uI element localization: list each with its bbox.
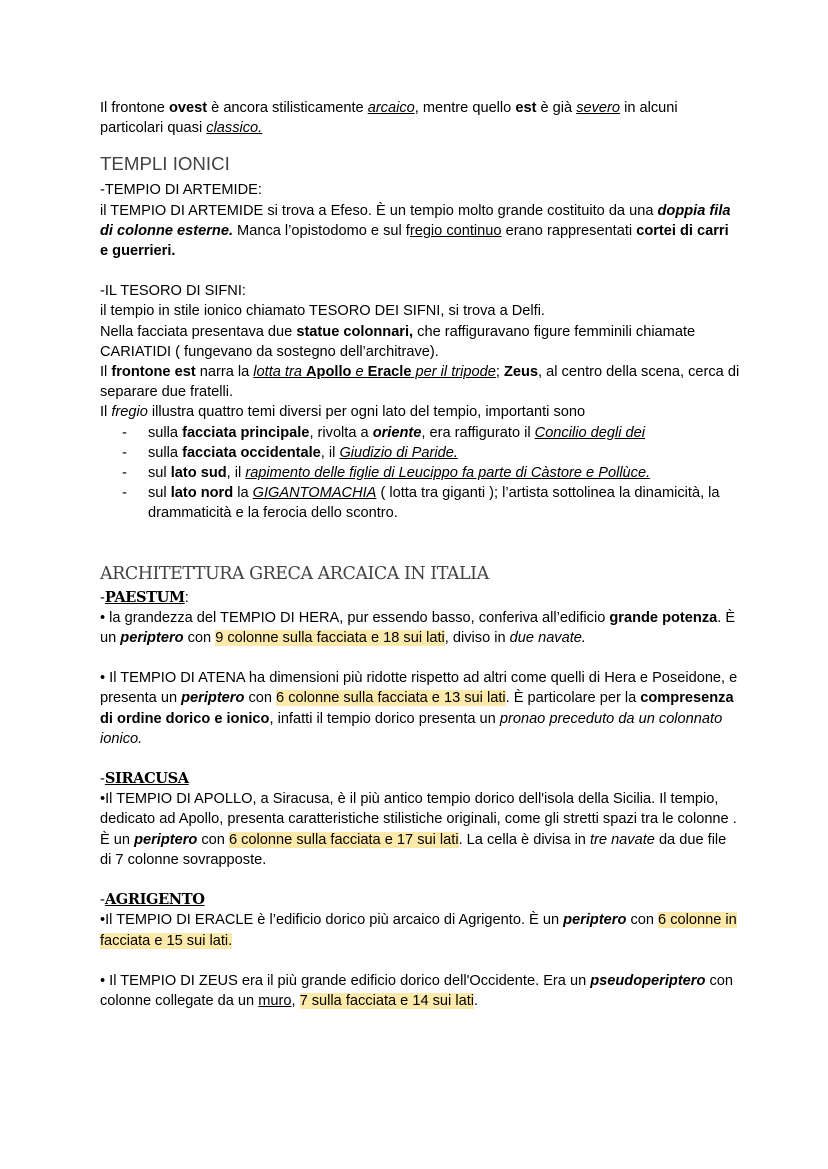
highlighted-text: 7 sulla facciata e 14 sui lati xyxy=(299,992,475,1009)
city-name: AGRIGENTO xyxy=(104,891,205,909)
text: , al centro della scena, cerca di separare due fratelli. xyxy=(100,364,740,401)
text: È un xyxy=(100,831,135,848)
text: , xyxy=(291,992,300,1009)
list-item xyxy=(122,463,740,483)
paestum-heading xyxy=(100,588,740,608)
bold-italic-text: doppia fila di colonne esterne. xyxy=(100,202,731,239)
sifni-line: il tempio in stile ionico chiamato TESORO DEI SIFNI, si trova a Delfi. xyxy=(100,303,545,320)
text: con xyxy=(197,831,229,848)
bold-text: cortei di carri e guerrieri. xyxy=(100,222,729,260)
underlined-text: rapimento delle figlie di Leucippo fa parte di Càstore e Pollùce. xyxy=(245,465,651,482)
city-name: PAESTUM xyxy=(104,588,185,606)
highlighted-text: 6 colonne sulla facciata e 17 sui lati xyxy=(228,831,459,848)
underlined-phrase xyxy=(253,364,496,380)
text: sul xyxy=(148,485,171,502)
text: , diviso in xyxy=(444,630,510,647)
paestum-hera xyxy=(100,608,740,648)
text: : xyxy=(184,589,189,606)
bold-text: statue colonnari, xyxy=(296,323,414,340)
text: sulla xyxy=(148,444,183,461)
text: erano rappresentati xyxy=(501,222,637,239)
text: , il xyxy=(320,444,340,461)
document-page xyxy=(100,98,740,1011)
bold-text: facciata principale xyxy=(182,424,310,441)
bold-italic-text: pseudoperiptero xyxy=(590,972,706,989)
spacer xyxy=(100,951,740,971)
siracusa-periptero xyxy=(100,830,740,870)
bold-text: est xyxy=(515,100,537,116)
heading-architettura-italia: ARCHITETTURA GRECA ARCAICA IN ITALIA xyxy=(100,563,489,584)
siracusa-apollo: •Il TEMPIO DI APOLLO, a Siracusa, è il più antico tempio dorico dell'isola della Sicilia. Il tempio, dedicato ad Apollo, presenta caratteristiche stilistiche originali, come gli stretti spazi tra le colonne . xyxy=(100,791,737,828)
text: - xyxy=(100,892,105,909)
underlined-text: GIGANTOMACHIA xyxy=(252,485,377,502)
text: per il tripode xyxy=(411,364,496,381)
spacer xyxy=(100,261,740,281)
text: Il frontone xyxy=(100,100,169,116)
highlighted-text: 9 colonne sulla facciata e 18 sui lati xyxy=(215,630,445,647)
siracusa-heading xyxy=(100,769,740,789)
agrigento-heading xyxy=(100,890,740,910)
text: - xyxy=(100,771,105,788)
bold-text: lato sud xyxy=(170,465,227,482)
bold-italic-text: periptero xyxy=(563,912,627,929)
text: , mentre quello xyxy=(414,100,516,116)
bold-italic-text: periptero xyxy=(181,690,245,707)
list-item xyxy=(122,483,740,523)
bold-italic-text: periptero xyxy=(120,630,184,647)
text: con xyxy=(626,912,659,929)
italic-text: fregio xyxy=(111,404,148,421)
bold-text: compresenza di ordine dorico e ionico xyxy=(100,690,734,727)
italic-text: pronao preceduto da un colonnato ionico. xyxy=(100,710,723,747)
bold-text: ovest xyxy=(168,100,208,116)
text: • la grandezza del TEMPIO DI HERA, pur essendo basso, conferiva all’edificio xyxy=(100,609,610,626)
text: illustra quattro temi diversi per ogni lato del tempio, importanti sono xyxy=(147,404,586,421)
text: - xyxy=(100,589,105,606)
highlighted-text: 6 colonne in facciata e 15 sui lati. xyxy=(100,912,737,949)
highlighted-text: 6 colonne sulla facciata e 13 sui lati xyxy=(276,690,506,707)
italic-text: tre navate xyxy=(589,831,655,848)
list-item xyxy=(122,443,740,463)
text: • Il TEMPIO DI ZEUS era il più grande edificio dorico dell'Occidente. Era un xyxy=(100,972,591,989)
text: e xyxy=(351,364,368,381)
italic-text: due navate. xyxy=(509,630,586,647)
artemide-heading: -TEMPIO DI ARTEMIDE: xyxy=(100,182,262,199)
underlined-text: Concilio degli dei xyxy=(534,424,645,441)
sifni-fregio xyxy=(100,402,740,422)
text: sulla xyxy=(148,424,183,441)
bold-italic-text: periptero xyxy=(134,831,198,848)
agrigento-zeus xyxy=(100,971,740,1011)
text: , era raffigurato il xyxy=(421,424,535,441)
text: •Il TEMPIO DI ERACLE è l’edificio dorico più arcaico di Agrigento. È un xyxy=(100,912,564,929)
text: è già xyxy=(536,100,577,116)
frontone-paragraph xyxy=(100,98,740,138)
text: • Il TEMPIO DI ATENA ha dimensioni più ridotte rispetto ad altri come quelli di Hera e Poseidone, e presenta un xyxy=(100,670,738,707)
text: con xyxy=(244,690,277,707)
bold-text: facciata occidentale xyxy=(182,444,321,461)
spacer xyxy=(100,870,740,890)
text: sul xyxy=(148,465,171,482)
text: con colonne collegate da un xyxy=(100,972,733,1009)
text: Nella facciata presentava due xyxy=(100,323,297,340)
underlined-text: arcaico xyxy=(367,100,415,116)
fregio-list xyxy=(100,423,740,524)
bold-text: lato nord xyxy=(170,485,234,502)
text: è ancora stilisticamente xyxy=(207,100,368,116)
text: con xyxy=(183,630,216,647)
text: lotta tra xyxy=(253,364,302,381)
sifni-frontone xyxy=(100,362,740,402)
bold-text: Zeus xyxy=(503,364,539,381)
underlined-text: classico. xyxy=(206,120,263,137)
text: in alcuni particolari quasi xyxy=(100,100,678,137)
text: . È un xyxy=(100,609,736,647)
text: Manca l’opistodomo e sul f xyxy=(233,222,410,239)
text: . xyxy=(474,992,479,1009)
bold-text: Apollo xyxy=(306,364,352,381)
text: , infatti il tempio dorico presenta un xyxy=(269,710,500,727)
text: Il xyxy=(100,364,112,381)
spacer xyxy=(100,648,740,668)
underlined-text: muro xyxy=(258,992,292,1009)
underlined-text: severo xyxy=(576,100,621,116)
agrigento-eracle xyxy=(100,910,740,950)
list-item xyxy=(122,423,740,443)
bold-text: Eracle xyxy=(367,364,412,381)
underlined-text: Giudizio di Paride. xyxy=(339,444,458,461)
text: ( lotta tra giganti ); l’artista sottolinea la dinamicità, la drammaticità e la ferocia dello scontro. xyxy=(148,485,720,522)
heading-templi-ionici: TEMPLI IONICI xyxy=(100,153,230,175)
text: la xyxy=(233,485,253,502)
text: , il xyxy=(226,465,246,482)
city-name: SIRACUSA xyxy=(104,770,189,788)
text: . La cella è divisa in xyxy=(458,831,590,848)
underlined-text: regio continuo xyxy=(409,222,502,239)
paestum-atena xyxy=(100,668,740,749)
text: . È particolare per la xyxy=(505,690,641,707)
text: narra la xyxy=(195,364,254,381)
bold-text: frontone est xyxy=(111,364,196,381)
text: che raffiguravano figure femminili chiamate CARIATIDI ( fungevano da sostegno dell’architrave). xyxy=(100,323,696,360)
bold-italic-text: oriente xyxy=(372,424,422,441)
bold-text: grande potenza xyxy=(609,609,718,626)
sifni-heading: -IL TESORO DI SIFNI: xyxy=(100,283,246,300)
text: ; xyxy=(495,364,504,381)
artemide-paragraph xyxy=(100,201,740,262)
text: , rivolta a xyxy=(309,424,373,441)
text: il TEMPIO DI ARTEMIDE si trova a Efeso. È un tempio molto grande costituito da una xyxy=(100,202,658,219)
spacer xyxy=(100,749,740,769)
text: Il xyxy=(100,404,112,421)
text: da due file di 7 colonne sovrapposte. xyxy=(100,831,727,868)
sifni-facciata xyxy=(100,322,740,362)
